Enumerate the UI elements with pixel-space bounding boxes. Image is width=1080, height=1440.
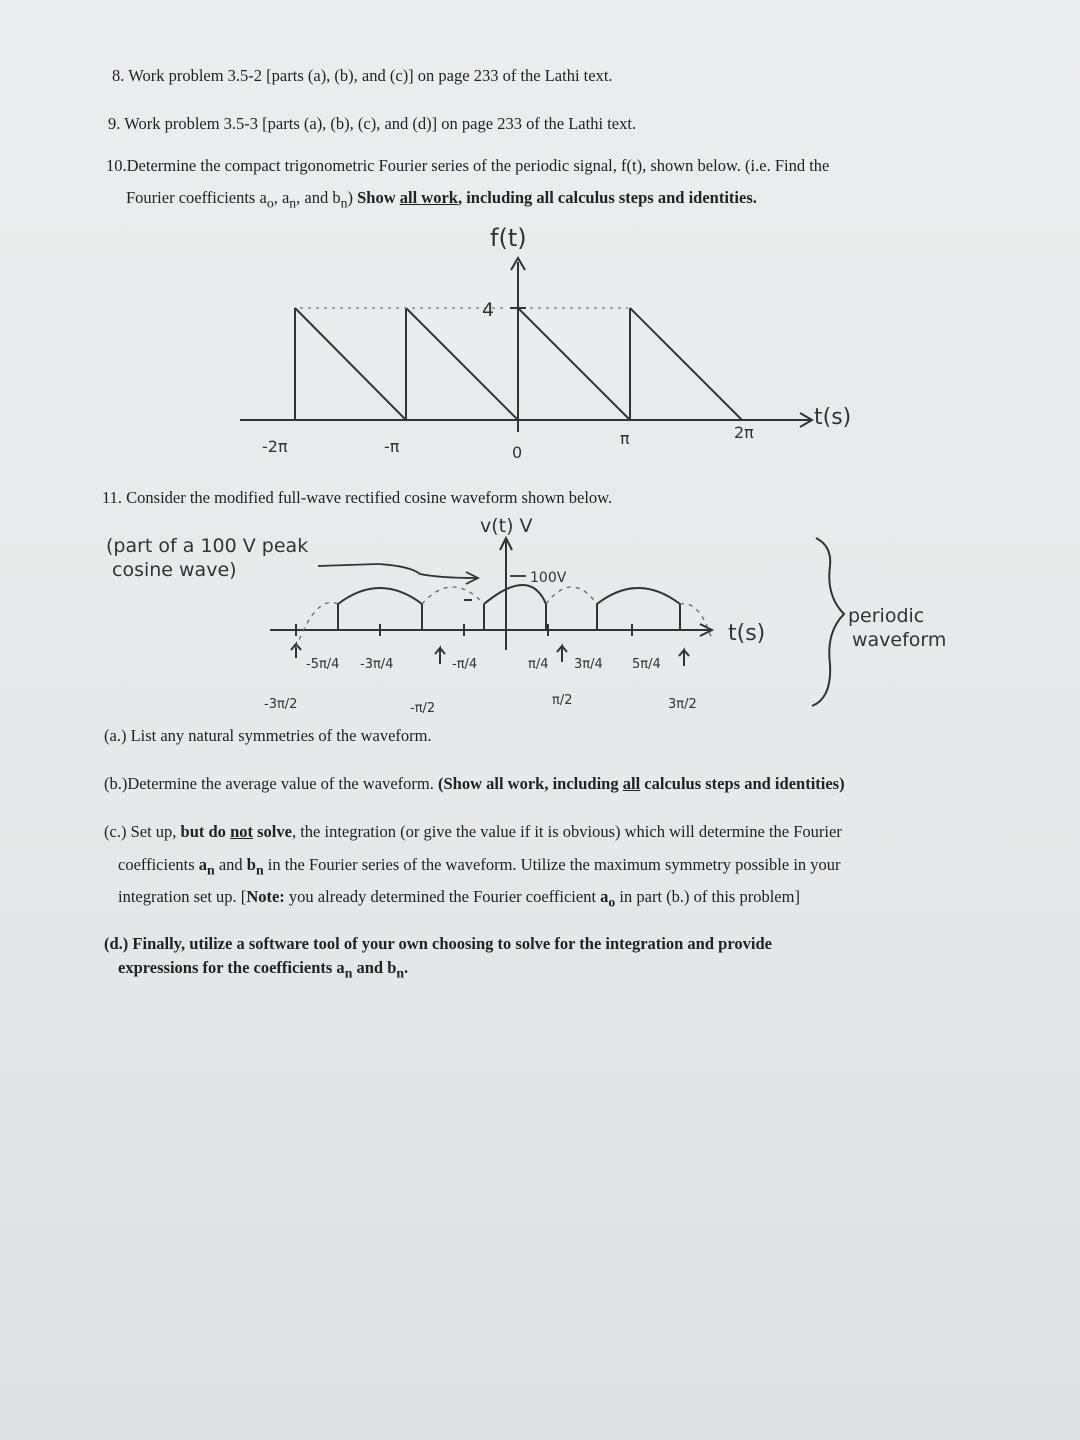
fig2-tick-neg3pi4: -3π/4 (360, 657, 394, 672)
part-c3-text: you already determined the Fourier coefficient (284, 887, 601, 906)
fig2-peak-label: 100V (530, 570, 567, 586)
part-d2-text: and b (352, 958, 397, 977)
part-b-bold-post: calculus steps and identities) (640, 774, 845, 793)
part-d2-b-sub: n (396, 965, 405, 981)
fig1-tick-0: 0 (512, 443, 523, 462)
p10-text: Fourier coefficients a (126, 188, 267, 207)
fig1-ylabel: f(t) (490, 224, 527, 252)
part-c2-b: b (246, 855, 256, 874)
part-c-line2 (118, 855, 841, 878)
part-c3-text: in part (b.) of this problem] (615, 887, 800, 906)
problem-9: 9. Work problem 3.5-3 [parts (a), (b), (c), and (d)] on page 233 of the Lathi text. (108, 114, 637, 133)
fig2-tick-negpi2: -π/2 (410, 701, 436, 716)
p10-bold-all: all (399, 188, 422, 207)
fig2-tick-pi4: π/4 (528, 657, 549, 672)
problem-8: 8. Work problem 3.5-2 [parts (a), (b), and (c)] on page 233 of the Lathi text. (112, 66, 613, 85)
fig1-tick-neg2pi: -2π (262, 437, 288, 456)
fig2-note-line2: cosine wave) (112, 559, 237, 581)
p10-text: , and b (296, 188, 341, 207)
part-b-bold-pre: (Show all work, including (437, 774, 623, 793)
part-c-line1 (104, 822, 842, 842)
part-a: (a.) List any natural symmetries of the waveform. (104, 726, 432, 745)
fig2-tick-neg3pi2: -3π/2 (264, 697, 298, 712)
fig2-tick-3pi2: 3π/2 (668, 697, 697, 712)
p10-bold (357, 188, 757, 207)
p10-sub-n: n (340, 195, 348, 211)
part-c-text: (c.) Set up, (104, 822, 181, 841)
part-c2-a-sub: n (207, 862, 215, 878)
problem-10-line1: 10.Determine the compact trigonometric Fourier series of the periodic signal, f(t), shown below. (i.e. Find the (106, 156, 830, 175)
part-d2-text: expressions for the coefficients a (118, 958, 345, 977)
part-c-not: not (230, 822, 253, 841)
part-b-bold (438, 774, 845, 793)
fig1-tick-2pi: 2π (734, 423, 754, 442)
part-c3-ao (600, 887, 616, 910)
fig2-tick-pi2: π/2 (552, 693, 573, 708)
fig1-tick-pi: π (620, 429, 630, 448)
fig2-tick-negpi4: -π/4 (452, 657, 478, 672)
part-c3-text: integration set up. [ (118, 887, 247, 906)
part-d2-text: . (404, 958, 409, 977)
part-c2-a: a (198, 855, 208, 874)
p10-text: , a (273, 188, 290, 207)
part-c2-b-sub: n (255, 862, 264, 878)
fig2-tick-neg5pi4: -5π/4 (306, 657, 340, 672)
part-c2-bn (246, 855, 264, 878)
fig2-xaxis-label: t(s) (728, 621, 766, 646)
part-b-text: (b.)Determine the average value of the waveform. (104, 774, 438, 793)
part-c-bold2: solve (252, 822, 292, 841)
fig2-ylabel: v(t) V (480, 515, 533, 537)
fig2-tick-3pi4: 3π/4 (574, 657, 603, 672)
fig2-note-line1: (part of a 100 V peak (106, 535, 309, 557)
part-c2-text: in the Fourier series of the waveform. Utilize the maximum symmetry possible in your (263, 855, 841, 874)
part-d2-a-sub: n (344, 965, 353, 981)
p10-sub-n: n (289, 195, 297, 211)
part-c2-an (198, 855, 215, 878)
part-c3-a: a (600, 887, 609, 906)
part-d-line2 (118, 958, 408, 981)
p10-sub-o: o (266, 195, 274, 211)
part-b-bold-all: all (622, 774, 641, 793)
fig1-xaxis-label: t(s) (814, 405, 852, 430)
part-d-line1: (d.) Finally, utilize a software tool of your own choosing to solve for the integration and provide (104, 934, 772, 953)
part-c2-text: coefficients (118, 855, 199, 874)
p10-text: ) (347, 188, 353, 207)
part-c-text: , the integration (or give the value if it is obvious) which will determine the Fourier (291, 822, 842, 841)
part-c-line3 (118, 887, 800, 910)
fig1-yval: 4 (482, 299, 495, 321)
p10-bold-pre: Show (357, 188, 400, 207)
fig2-side-line1: periodic (848, 605, 925, 627)
fig2-side-line2: waveform (852, 629, 947, 651)
part-c2-text: and (214, 855, 247, 874)
p10-bold-work: work (421, 188, 458, 207)
fig1-tick-negpi: -π (384, 437, 400, 456)
part-c-bold (181, 822, 292, 841)
problem-10-line2 (126, 188, 757, 211)
fig2-tick-5pi4: 5π/4 (632, 657, 661, 672)
part-c3-note: Note: (246, 887, 285, 906)
problem-11: 11. Consider the modified full-wave rectified cosine waveform shown below. (102, 488, 613, 507)
part-b (104, 774, 845, 794)
p10-bold-post: , including all calculus steps and identities. (457, 188, 757, 207)
part-c-bold1: but do (180, 822, 231, 841)
part-c3-a-sub: o (608, 894, 616, 910)
